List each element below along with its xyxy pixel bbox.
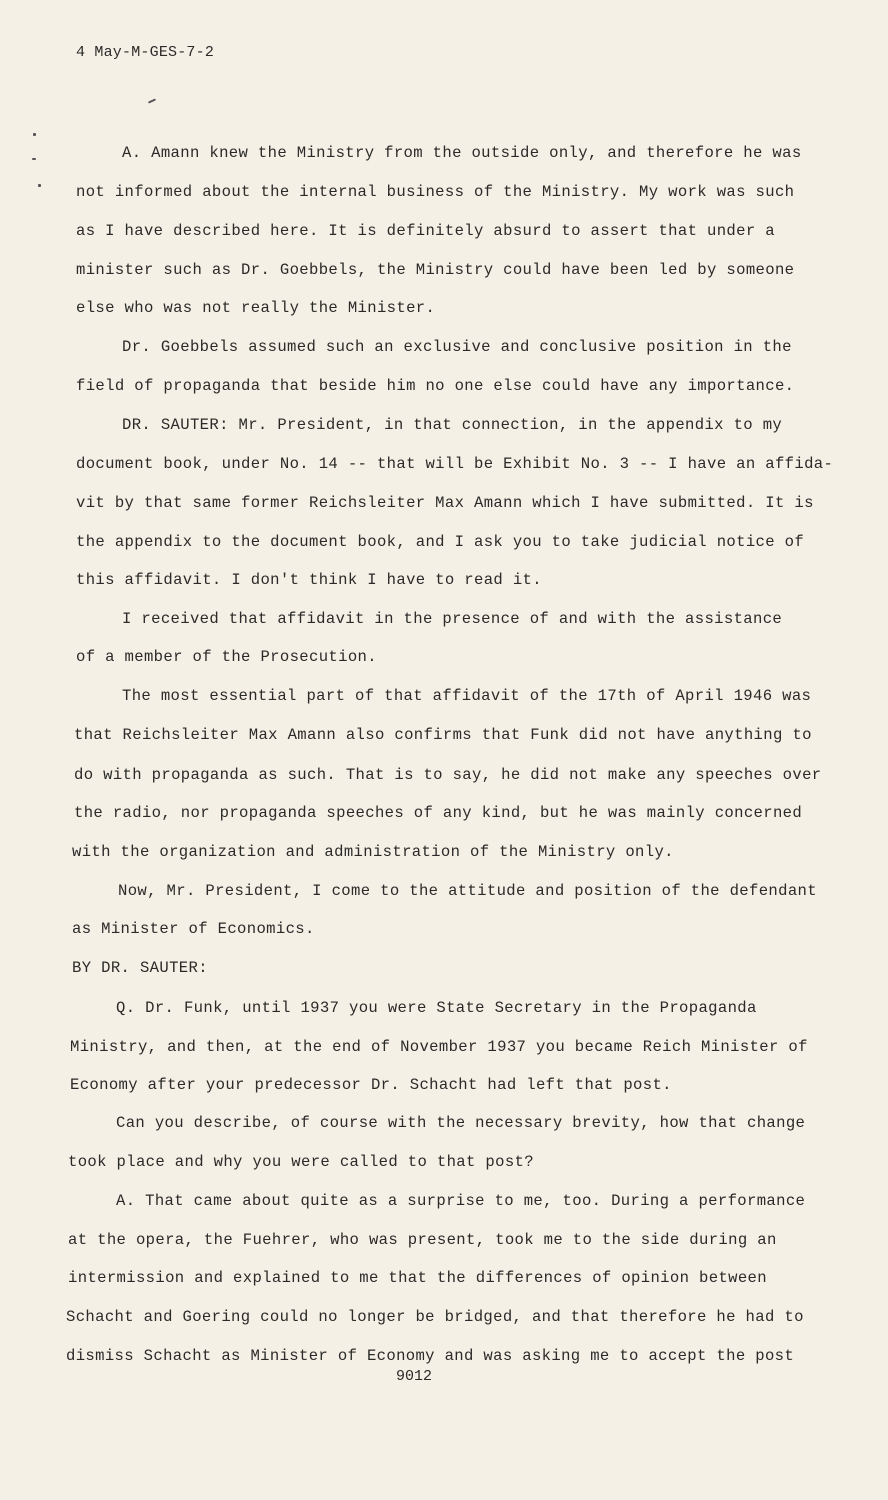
ink-mark — [38, 184, 41, 187]
text-line: that Reichsleiter Max Amann also confirms that Funk did not have anything to — [74, 726, 812, 744]
page-number: 9012 — [396, 1368, 433, 1385]
ink-mark — [32, 158, 36, 160]
page-header: 4 May-M-GES-7-2 — [76, 44, 215, 61]
text-line: at the opera, the Fuehrer, who was present, took me to the side during an — [68, 1231, 777, 1249]
text-line: I received that affidavit in the presence of and with the assistance — [122, 610, 783, 628]
text-line: minister such as Dr. Goebbels, the Ministry could have been led by someone — [76, 261, 795, 279]
text-line: Q. Dr. Funk, until 1937 you were State Secretary in the Propaganda — [116, 999, 757, 1017]
text-line: document book, under No. 14 -- that will be Exhibit No. 3 -- I have an affida- — [76, 455, 834, 473]
ink-mark — [148, 98, 156, 103]
text-line: The most essential part of that affidavit of the 17th of April 1946 was — [122, 687, 812, 705]
text-line: Dr. Goebbels assumed such an exclusive and conclusive position in the — [122, 338, 792, 356]
text-line: A. Amann knew the Ministry from the outside only, and therefore he was — [122, 144, 802, 162]
text-line: Ministry, and then, at the end of November 1937 you became Reich Minister of — [70, 1038, 808, 1056]
text-line: BY DR. SAUTER: — [72, 959, 208, 977]
text-line: not informed about the internal business of the Ministry. My work was such — [76, 183, 795, 201]
text-line: took place and why you were called to that post? — [68, 1153, 534, 1171]
text-line: the appendix to the document book, and I ask you to take judicial notice of — [76, 533, 805, 551]
text-line: of a member of the Prosecution. — [76, 648, 377, 666]
text-line: vit by that same former Reichsleiter Max Amann which I have submitted. It is — [76, 494, 814, 512]
text-line: field of propaganda that beside him no one else could have any importance. — [76, 377, 795, 395]
text-line: dismiss Schacht as Minister of Economy and was asking me to accept the post — [66, 1347, 795, 1365]
text-line: Now, Mr. President, I come to the attitude and position of the defendant — [118, 882, 817, 900]
text-line: else who was not really the Minister. — [76, 299, 436, 317]
text-line: Schacht and Goering could no longer be bridged, and that therefore he had to — [66, 1308, 804, 1326]
text-line: the radio, nor propaganda speeches of any kind, but he was mainly concerned — [74, 804, 803, 822]
text-line: with the organization and administration of the Ministry only. — [72, 843, 674, 861]
text-line: do with propaganda as such. That is to say, he did not make any speeches over — [74, 766, 822, 784]
text-line: as I have described here. It is definitely absurd to assert that under a — [76, 222, 775, 240]
ink-mark — [33, 133, 36, 136]
text-line: A. That came about quite as a surprise to me, too. During a performance — [116, 1192, 806, 1210]
text-line: Can you describe, of course with the necessary brevity, how that change — [116, 1114, 806, 1132]
text-line: as Minister of Economics. — [72, 920, 315, 938]
text-line: Economy after your predecessor Dr. Schacht had left that post. — [70, 1076, 672, 1094]
text-line: DR. SAUTER: Mr. President, in that connection, in the appendix to my — [122, 416, 783, 434]
text-line: intermission and explained to me that the differences of opinion between — [68, 1269, 767, 1287]
text-line: this affidavit. I don't think I have to read it. — [76, 571, 542, 589]
